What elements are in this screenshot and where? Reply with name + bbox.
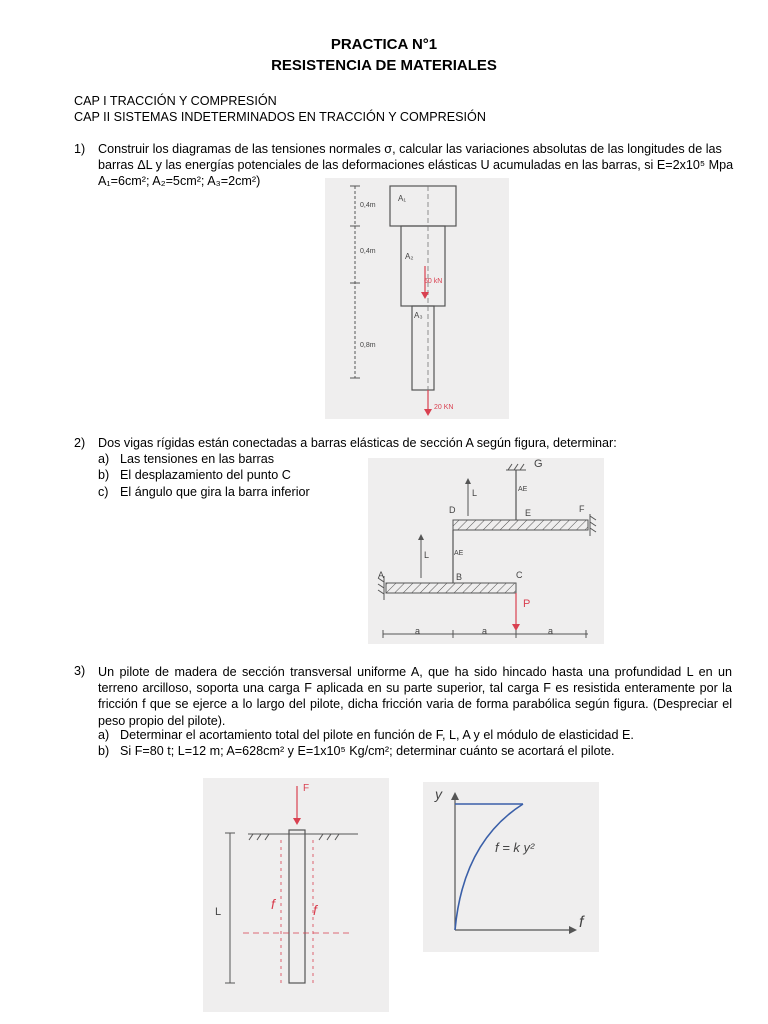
label-e: E <box>525 508 532 518</box>
problem-3-item-b: Si F=80 t; L=12 m; A=628cm² y E=1x10⁵ Kg/cm²; determinar cuánto se acortará el pilote. <box>120 744 615 758</box>
problem-3-text: Un pilote de madera de sección transversal uniforme A, que ha sido hincado hasta una profundidad L en un terreno arcilloso, soporta una carga F aplicada en su parte superior, tal carga F es resistida enteramente por la fricción f que se ejerce a lo largo del pilote, dicha fricción varia de forma parabólica según figura. (Despreciar el peso propio del pilote). <box>98 665 732 728</box>
dim-a-3: a <box>548 626 554 636</box>
label-l-left: L <box>424 550 430 560</box>
graph-x-label: f <box>579 914 584 931</box>
area-label-2: A₂ <box>405 252 414 261</box>
friction-graph-figure <box>423 782 599 952</box>
area-label-1: A₁ <box>398 194 407 203</box>
problem-3-number: 3) <box>74 664 86 678</box>
pile-load-label: F <box>303 783 310 794</box>
problem-2-item-a-letter: a) <box>98 452 110 466</box>
label-c: C <box>516 570 523 580</box>
problem-3-item-b-letter: b) <box>98 744 110 758</box>
label-f: F <box>579 504 585 514</box>
friction-label-right: f <box>313 902 317 918</box>
label-g: G <box>534 458 543 470</box>
label-l-top: L <box>472 488 478 498</box>
problem-3-item-a-letter: a) <box>98 728 110 742</box>
label-a: A <box>378 570 385 580</box>
page-title: PRACTICA N°1 <box>330 36 438 53</box>
rigid-beams-drawing <box>368 458 604 644</box>
problem-1-line-1: Construir los diagramas de las tensiones normales σ, calcular las variaciones absolutas de las longitudes de las <box>98 142 722 156</box>
problem-2-item-c-letter: c) <box>98 485 109 499</box>
problem-2-item-b: El desplazamiento del punto C <box>120 468 291 482</box>
dim-a-2: a <box>482 626 488 636</box>
problem-2-number: 2) <box>74 436 86 450</box>
chapter-2: CAP II SISTEMAS INDETERMINADOS EN TRACCIÓN Y COMPRESIÓN <box>74 110 486 124</box>
problem-2-item-a: Las tensiones en las barras <box>120 452 275 466</box>
dim-label-2: 0,4m <box>360 248 376 255</box>
problem-2-intro: Dos vigas rígidas están conectadas a barras elásticas de sección A según figura, determinar: <box>98 436 617 450</box>
stepped-bar-figure <box>325 178 509 419</box>
problem-3-item-a: Determinar el acortamiento total del pilote en función de F, L, A y el módulo de elasticidad E. <box>120 728 634 742</box>
chapter-1: CAP I TRACCIÓN Y COMPRESIÓN <box>74 94 277 108</box>
graph-equation: f = k y² <box>495 840 535 855</box>
graph-y-label: y <box>435 786 442 802</box>
load-label-end: 20 KN <box>434 404 454 411</box>
friction-graph-drawing <box>423 782 599 952</box>
problem-1-line-2: barras ΔL y las energías potenciales de las deformaciones elásticas U acumuladas en las barras, si E=2x10⁵ Mpa <box>98 158 734 172</box>
label-b: B <box>456 572 463 582</box>
label-ae-top: AE <box>518 486 528 493</box>
pile-length-label: L <box>215 906 222 918</box>
page-subtitle: RESISTENCIA DE MATERIALES <box>271 57 497 74</box>
load-label-mid: 60 kN <box>424 278 443 285</box>
label-p: P <box>523 598 531 610</box>
label-ae-left: AE <box>454 550 464 557</box>
area-label-3: A₃ <box>414 311 423 320</box>
label-d: D <box>449 505 456 515</box>
stepped-bar-drawing <box>325 178 509 419</box>
rigid-beams-figure <box>368 458 604 644</box>
pile-drawing <box>203 778 389 1012</box>
pile-figure <box>203 778 389 1012</box>
problem-1-number: 1) <box>74 142 86 156</box>
problem-2-item-c: El ángulo que gira la barra inferior <box>120 485 310 499</box>
friction-label-left: f <box>271 896 275 912</box>
dim-label-3: 0,8m <box>360 342 376 349</box>
problem-2-item-b-letter: b) <box>98 468 110 482</box>
dim-label-1: 0,4m <box>360 202 376 209</box>
dim-a-1: a <box>415 626 421 636</box>
problem-1-line-3: A₁=6cm²; A₂=5cm²; A₃=2cm²) <box>98 174 261 188</box>
